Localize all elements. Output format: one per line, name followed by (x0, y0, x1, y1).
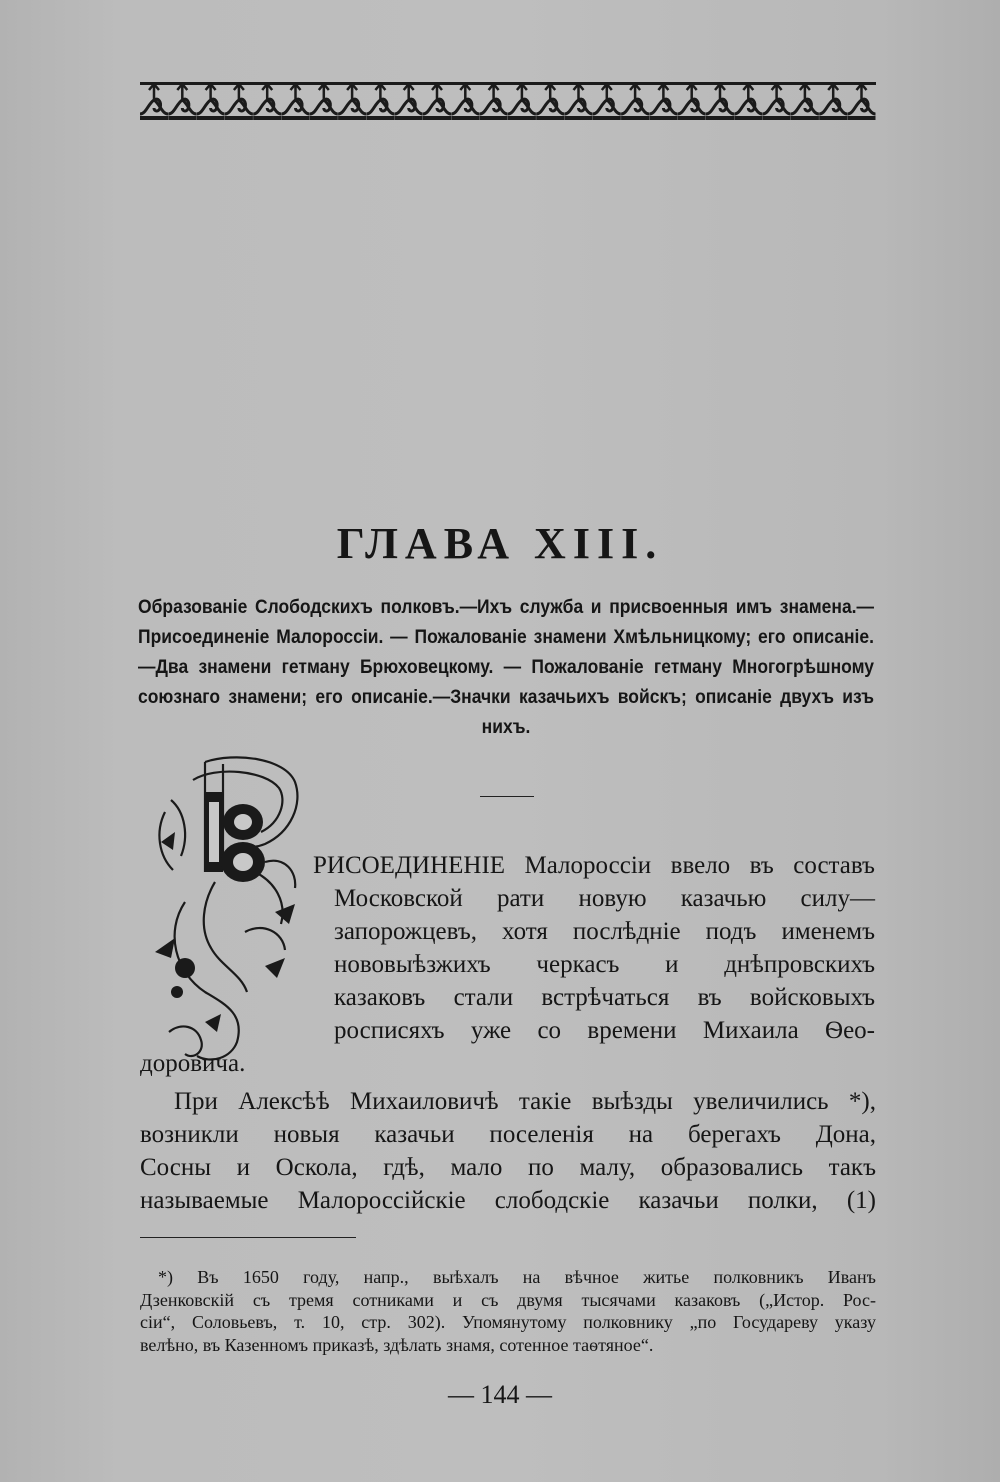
ornament-motif (338, 84, 366, 120)
footnote (140, 1266, 876, 1356)
chapter-title: ГЛАВА XIII. (336, 519, 664, 568)
ornament-motif (508, 84, 536, 120)
paragraph-2 (140, 1085, 876, 1217)
paragraph-1-line: казаковъ стали встрѣчаться въ войсковыхъ (334, 984, 875, 1011)
paragraph-2-line: называемые Малороссійскіе слободскіе казачьи полки, (1) (140, 1187, 876, 1214)
footnote-line: сіи“, Соловьевъ, т. 10, стр. 302). Упомянутому полковнику „по Государеву указу (140, 1312, 876, 1332)
paragraph-1-line: нововыѣзжихъ черкасъ и днѣпровскихъ (334, 951, 875, 978)
footnote-line: Дзенковскій съ тремя сотниками и съ двумя тысячами казаковъ („Истор. Рос- (140, 1289, 876, 1310)
ornament-motif (140, 84, 168, 120)
ornament-motif (621, 84, 649, 120)
ornamental-header-band (140, 80, 876, 122)
ornament-motif (763, 84, 791, 120)
paragraph-1-line: росписяхъ уже со времени Михаила Ѳео- (334, 1017, 875, 1044)
footnote-divider (140, 1237, 356, 1238)
footnote-line: *) Въ 1650 году, напр., выѣхалъ на вѣчное житье полковникъ Иванъ (158, 1267, 876, 1287)
ornament-motif (791, 84, 819, 120)
footnote-line: велѣно, въ Казенномъ приказѣ, здѣлать знамя, сотенное таѳтяное“. (140, 1334, 654, 1355)
chapter-summary: Образованіе Слободскихъ полковъ.—Ихъ служба и присвоенныя имъ знамена.— Присоединеніе Малороссіи. — Пожалованіе знамени Хмѣльницкому; его описаніе.—Два знамени гетману Брюховецкому. — Пожалованіе гетману Многогрѣшному союзнаго знамени; его описаніе.—Значки казачьихъ войскъ; описаніе двухъ изъ нихъ. (138, 597, 874, 738)
ornament-motif (678, 84, 706, 120)
ornament-motif (310, 84, 338, 120)
paragraph-2-line: Сосны и Оскола, гдѣ, мало по малу, образовались такъ (140, 1154, 876, 1181)
decorated-initial-p-illustration (145, 752, 305, 1072)
section-divider (480, 796, 534, 797)
ornament-motif (819, 84, 847, 120)
ornament-motif (225, 84, 253, 120)
paragraph-1-line: доровича. (140, 1050, 246, 1077)
paragraph-1-line: РИСОЕДИНЕНІЕ Малороссіи ввело въ составъ (313, 852, 875, 879)
ornament-motif (253, 84, 281, 120)
ornament-motif (734, 84, 762, 120)
ornament-motif (366, 84, 394, 120)
paragraph-2-line: При Алексѣѣ Михаиловичѣ такіе выѣзды увеличились *), (174, 1088, 876, 1115)
paragraph-1-indented (334, 882, 875, 1047)
ornament-motif (197, 84, 225, 120)
ornament-motif (282, 84, 310, 120)
ornament-motif (423, 84, 451, 120)
ornament-motif (395, 84, 423, 120)
ornament-motif (480, 84, 508, 120)
page-number: — 144 — (448, 1380, 552, 1409)
paragraph-2-line: возникли новыя казачьи поселенія на берегахъ Дона, (140, 1121, 876, 1148)
ornament-motif (565, 84, 593, 120)
paragraph-1-tail (140, 1047, 245, 1080)
ornament-motif (706, 84, 734, 120)
paragraph-1-line: запорожцевъ, хотя послѣдніе подъ именемъ (334, 918, 875, 945)
paragraph-1 (313, 849, 875, 882)
ornament-motif (848, 84, 876, 120)
ornament-motif (168, 84, 196, 120)
ornament-motif (593, 84, 621, 120)
ornament-motif (649, 84, 677, 120)
ornament-motif (451, 84, 479, 120)
paragraph-1-line: Московской рати новую казачью силу— (334, 885, 875, 912)
ornament-motif (536, 84, 564, 120)
